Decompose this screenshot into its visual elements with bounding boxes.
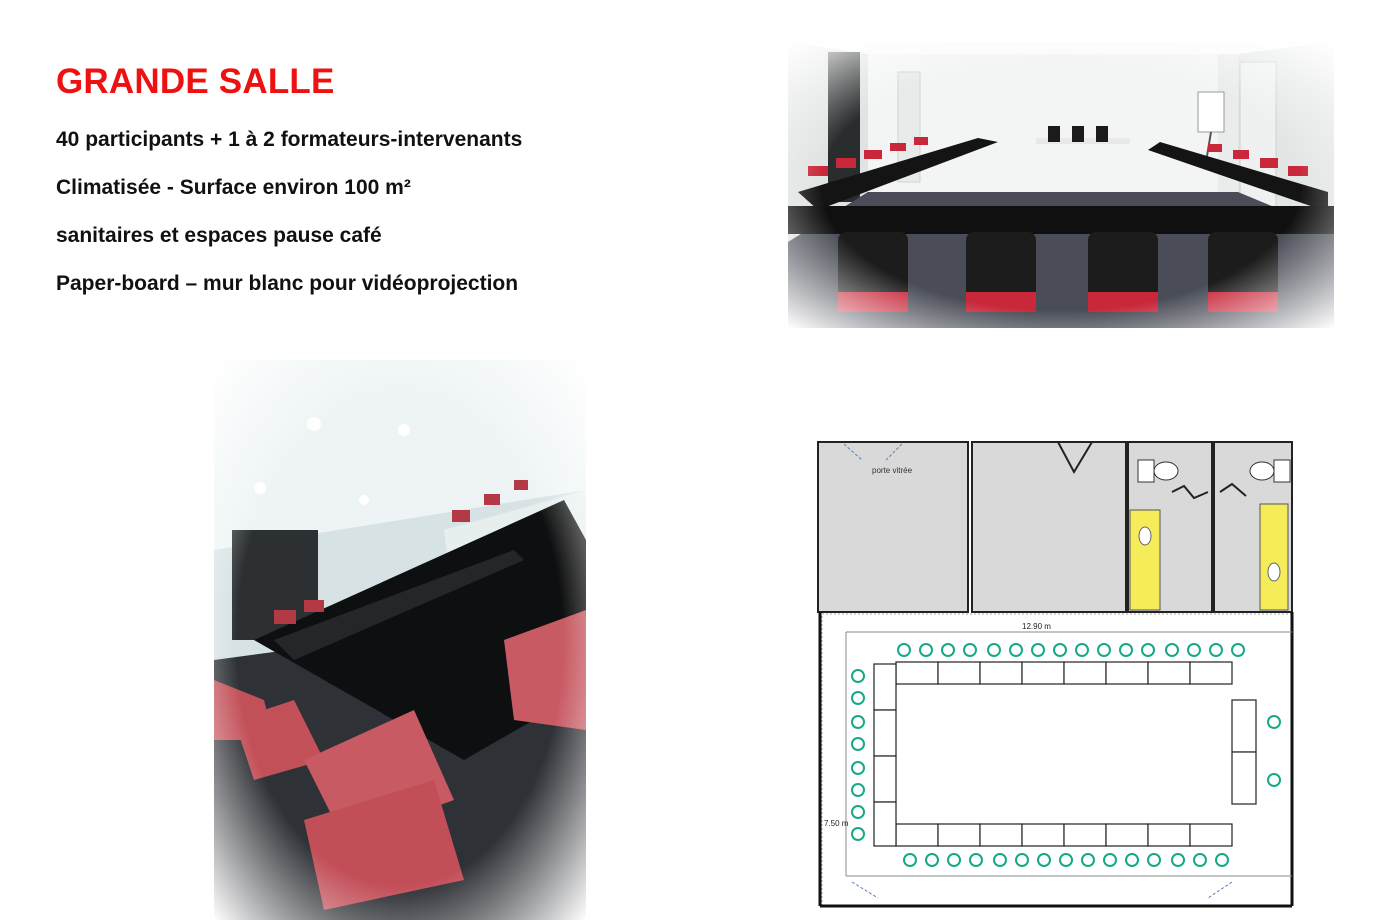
height-dimension: 7.50 m [824, 819, 849, 828]
floor-plan [812, 436, 1298, 912]
equipment-text: Paper-board – mur blanc pour vidéoprojection [56, 272, 519, 295]
width-dimension: 12.90 m [1022, 622, 1051, 631]
amenities-text: sanitaires et espaces pause café [56, 224, 382, 247]
capacity-text: 40 participants + 1 à 2 formateurs-intervenants [56, 128, 523, 151]
surface-text: Climatisée - Surface environ 100 m² [56, 176, 411, 199]
page-title: GRANDE SALLE [56, 62, 335, 101]
room-photo-overview [788, 42, 1334, 328]
door-label: porte vitrée [872, 466, 913, 475]
room-photo-perspective [214, 360, 586, 920]
